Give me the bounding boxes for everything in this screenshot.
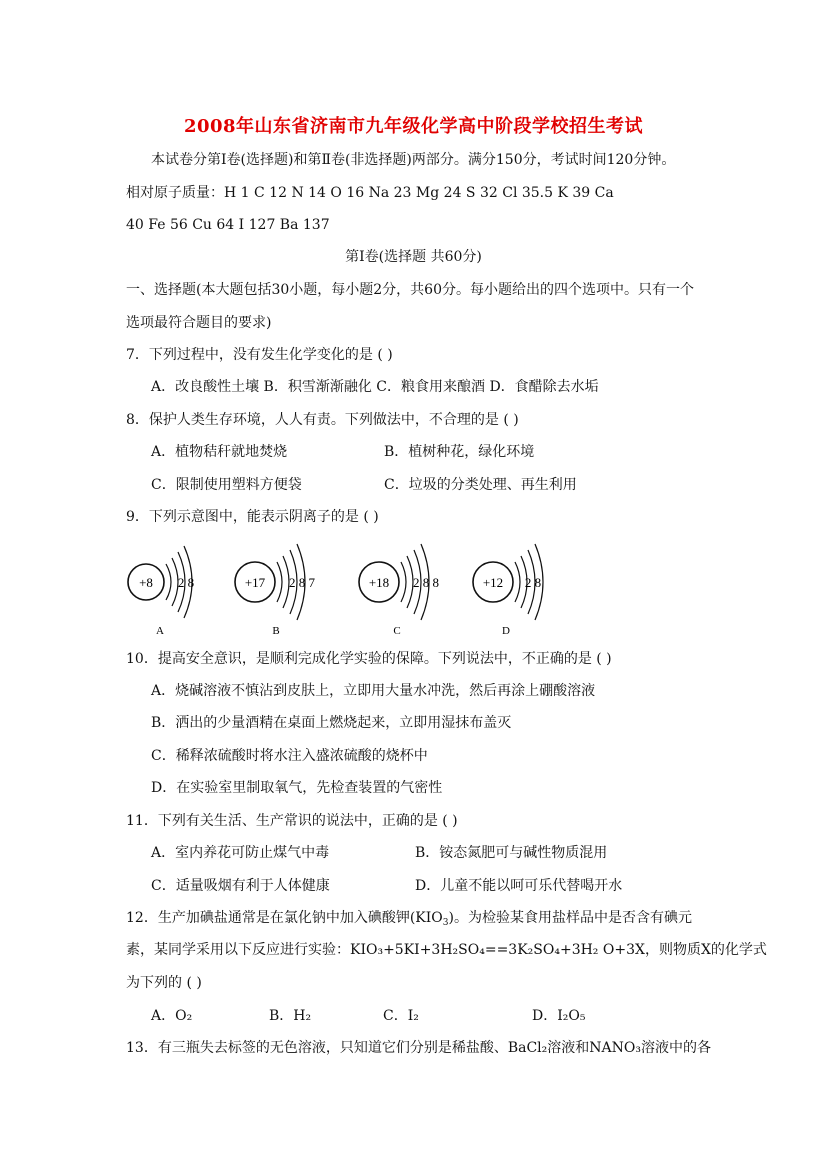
q11-option-c: C．适量吸烟有利于人体健康 [151,878,330,894]
atom-d-nucleus: +12 [482,575,504,590]
atom-a-label: A [156,625,164,637]
atomic-structure-diagrams [120,538,700,638]
q12-subscript: 3 [442,918,449,928]
q12-stem-line-3: 为下列的 ( ) [126,975,202,991]
q12-text-part-1: 12．生产加碘盐通常是在氯化钠中加入碘酸钾(KIO [126,910,443,926]
atom-a-nucleus: +8 [139,575,153,590]
q8-stem: 8．保护人类生存环境，人人有责。下列做法中，不合理的是 ( ) [126,412,519,428]
q8-option-b: B．植树种花，绿化环境 [384,444,535,460]
q7-stem: 7．下列过程中，没有发生化学变化的是 ( ) [126,347,393,363]
section1-instructions-line-1: 一、选择题(本大题包括30小题，每小题2分，共60分。每小题给出的四个选项中。只有一个 [126,282,694,298]
q11-option-a: A．室内养花可防止煤气中毒 [151,845,330,861]
q10-option-c: C．稀释浓硫酸时将水注入盛浓硫酸的烧杯中 [151,748,428,764]
q12-option-c: C．I₂ [383,1008,419,1024]
q12-stem-line-1 [126,908,692,928]
q12-option-b: B．H₂ [269,1008,312,1024]
q12-text-part-2: )。为检验某食用盐样品中是否含有碘元 [448,910,692,926]
atom-d-shells: 2 8 [524,575,542,590]
atom-c-label: C [393,625,401,637]
atom-b-shells: 2 8 7 [289,575,315,590]
q12-option-a: A．O₂ [151,1008,193,1024]
intro-text: 本试卷分第Ⅰ卷(选择题)和第Ⅱ卷(非选择题)两部分。满分150分，考试时间120分钟。 [151,152,676,168]
q7-options: A．改良酸性土壤 B．积雪渐渐融化 C．粮食用来酿酒 D．食醋除去水垢 [151,379,599,395]
atom-diagram-a [128,546,194,637]
atom-d-label: D [502,625,510,637]
atomic-mass-line-2: 40 Fe 56 Cu 64 I 127 Ba 137 [126,217,330,233]
q11-option-b: B．铵态氮肥可与碱性物质混用 [415,845,608,861]
atom-diagram-b [235,544,316,637]
q8-option-c: C．限制使用塑料方便袋 [151,477,302,493]
atom-c-nucleus: +18 [368,575,390,590]
q11-option-d: D．儿童不能以呵可乐代替喝开水 [415,878,623,894]
atomic-mass-line-1: 相对原子质量：H 1 C 12 N 14 O 16 Na 23 Mg 24 S 32 Cl 35.5 K 39 Ca [126,185,614,201]
q12-stem-line-2: 素，某同学采用以下反应进行实验：KIO₃+5KI+3H₂SO₄==3K₂SO₄+3H₂ O+3X，则物质X的化学式 [126,942,767,958]
q12-option-d: D．I₂O₅ [532,1008,586,1024]
q10-option-a: A．烧碱溶液不慎沾到皮肤上，立即用大量水冲洗，然后再涂上硼酸溶液 [151,683,596,699]
page-title: 2008年山东省济南市九年级化学高中阶段学校招生考试 [183,116,644,137]
atom-diagram-d [473,544,543,637]
q8-option-a: A．植物秸秆就地焚烧 [151,444,288,460]
atom-b-nucleus: +17 [244,575,266,590]
part1-heading: 第Ⅰ卷(选择题 共60分) [345,249,482,265]
q8-option-d: C．垃圾的分类处理、再生利用 [384,477,577,493]
q10-option-b: B．洒出的少量酒精在桌面上燃烧起来，立即用湿抹布盖灭 [151,715,512,731]
q11-stem: 11．下列有关生活、生产常识的说法中，正确的是 ( ) [126,813,458,829]
q10-option-d: D．在实验室里制取氧气，先检查装置的气密性 [151,780,443,796]
q10-stem: 10．提高安全意识，是顺利完成化学实验的保障。下列说法中，不正确的是 ( ) [126,651,612,667]
section1-instructions-line-2: 选项最符合题目的要求) [126,315,272,331]
atom-a-shells: 2 8 [177,575,195,590]
q13-stem: 13．有三瓶失去标签的无色溶液，只知道它们分别是稀盐酸、BaCl₂溶液和NANO₃溶液中的各 [126,1040,711,1056]
atom-diagram-c [359,544,439,637]
q9-stem: 9．下列示意图中，能表示阴离子的是 ( ) [126,509,379,525]
atom-b-label: B [272,625,280,637]
atom-c-shells: 2 8 8 [413,575,439,590]
